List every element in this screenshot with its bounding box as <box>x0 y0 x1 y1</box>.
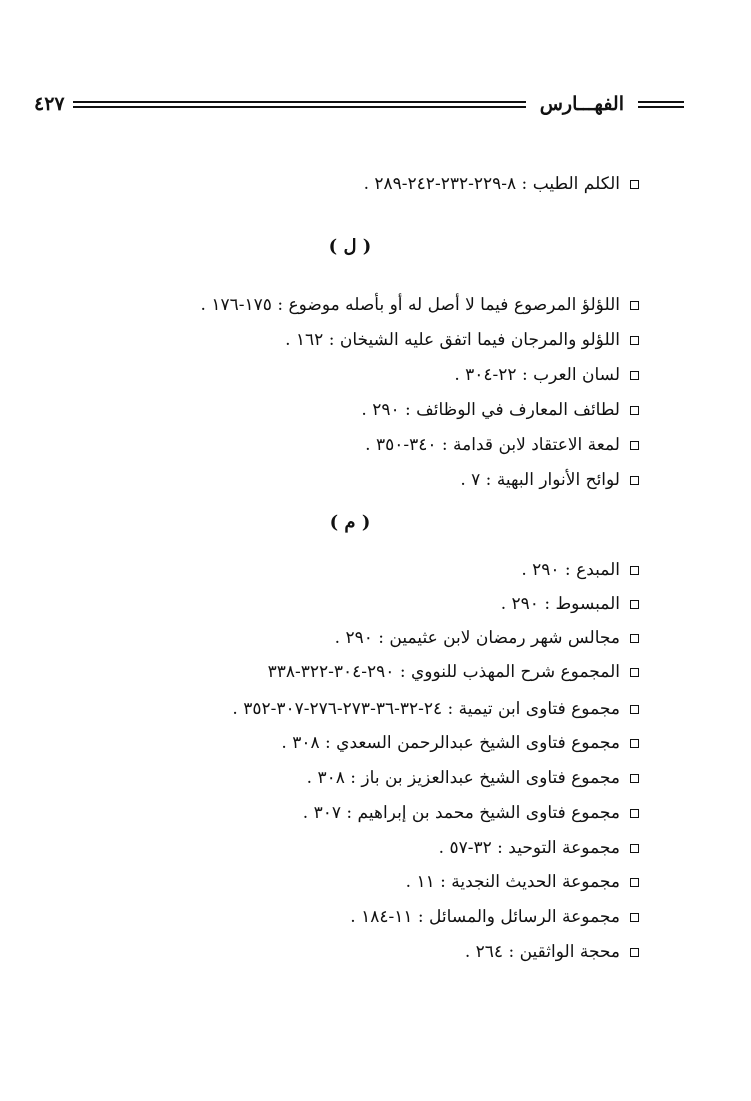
entry-text: مجموع فتاوى الشيخ محمد بن إبراهيم : ٣٠٧ . <box>302 803 620 823</box>
header-title: الفهـــارس <box>539 93 624 115</box>
square-bullet-icon <box>630 441 639 450</box>
entry-text: مجالس شهر رمضان لابن عثيمين : ٢٩٠ . <box>334 628 620 648</box>
square-bullet-icon <box>630 180 639 189</box>
page-header <box>34 90 684 118</box>
entry-text: لوائح الأنوار البهية : ٧ . <box>460 470 620 490</box>
list-item <box>285 328 639 352</box>
list-item <box>281 731 639 755</box>
list-item <box>460 468 639 492</box>
square-bullet-icon <box>630 809 639 818</box>
square-bullet-icon <box>630 600 639 609</box>
entry-text: مجموع فتاوى الشيخ عبدالرحمن السعدي : ٣٠٨ . <box>281 733 620 753</box>
entry-text: اللؤلؤ المرصوع فيما لا أصل له أو بأصله موضوع : ١٧٥-١٧٦ . <box>200 295 620 315</box>
list-item <box>364 172 639 196</box>
section-letter-lam: ( ل ) <box>328 236 372 257</box>
square-bullet-icon <box>630 948 639 957</box>
list-item <box>268 660 639 684</box>
square-bullet-icon <box>630 476 639 485</box>
square-bullet-icon <box>630 634 639 643</box>
square-bullet-icon <box>630 566 639 575</box>
square-bullet-icon <box>630 336 639 345</box>
square-bullet-icon <box>630 705 639 714</box>
square-bullet-icon <box>630 774 639 783</box>
list-item <box>439 836 639 860</box>
entry-text: لطائف المعارف في الوظائف : ٢٩٠ . <box>361 400 620 420</box>
entry-text: مجموع فتاوى الشيخ عبدالعزيز بن باز : ٣٠٨ . <box>306 768 620 788</box>
square-bullet-icon <box>630 668 639 677</box>
square-bullet-icon <box>630 406 639 415</box>
square-bullet-icon <box>630 844 639 853</box>
entry-text: المجموع شرح المهذب للنووي : ٢٩٠-٣٠٤-٣٢٢-٣٣٨ <box>267 662 620 682</box>
list-item <box>201 293 639 317</box>
list-item <box>350 905 639 929</box>
list-item <box>465 940 639 964</box>
entry-text: لسان العرب : ٢٢-٣٠٤ . <box>454 365 620 385</box>
square-bullet-icon <box>630 739 639 748</box>
entry-text: مجموع فتاوى ابن تيمية : ٢٤-٣٢-٣٦-٢٧٣-٢٧٦-٣٠٧-٣٥٢ . <box>232 699 620 719</box>
square-bullet-icon <box>630 913 639 922</box>
header-rule-long <box>73 101 526 108</box>
header-rule-short <box>638 101 684 108</box>
entry-text: الكلم الطيب : ٨-٢٢٩-٢٣٢-٢٤٢-٢٨٩ . <box>363 174 620 194</box>
list-item <box>521 558 639 582</box>
list-item <box>232 697 639 721</box>
entry-text: اللؤلو والمرجان فيما اتفق عليه الشيخان : ١٦٢ . <box>285 330 620 350</box>
entry-text: مجموعة التوحيد : ٣٢-٥٧ . <box>438 838 620 858</box>
square-bullet-icon <box>630 878 639 887</box>
list-item <box>303 801 639 825</box>
list-item <box>365 433 639 457</box>
square-bullet-icon <box>630 371 639 380</box>
list-item <box>307 766 639 790</box>
entry-text: المبدع : ٢٩٠ . <box>521 560 620 580</box>
list-item <box>501 592 639 616</box>
entry-text: لمعة الاعتقاد لابن قدامة : ٣٤٠-٣٥٠ . <box>365 435 620 455</box>
entry-text: المبسوط : ٢٩٠ . <box>500 594 620 614</box>
entry-text: محجة الواثقين : ٢٦٤ . <box>464 942 620 962</box>
section-letter-mim: ( م ) <box>329 512 371 533</box>
list-item <box>454 363 639 387</box>
entry-text: مجموعة الرسائل والمسائل : ١١-١٨٤ . <box>350 907 620 927</box>
page-number: ٤٢٧ <box>34 93 65 115</box>
list-item <box>361 398 639 422</box>
square-bullet-icon <box>630 301 639 310</box>
list-item <box>335 626 639 650</box>
entry-text: مجموعة الحديث النجدية : ١١ . <box>405 872 620 892</box>
list-item <box>406 870 639 894</box>
